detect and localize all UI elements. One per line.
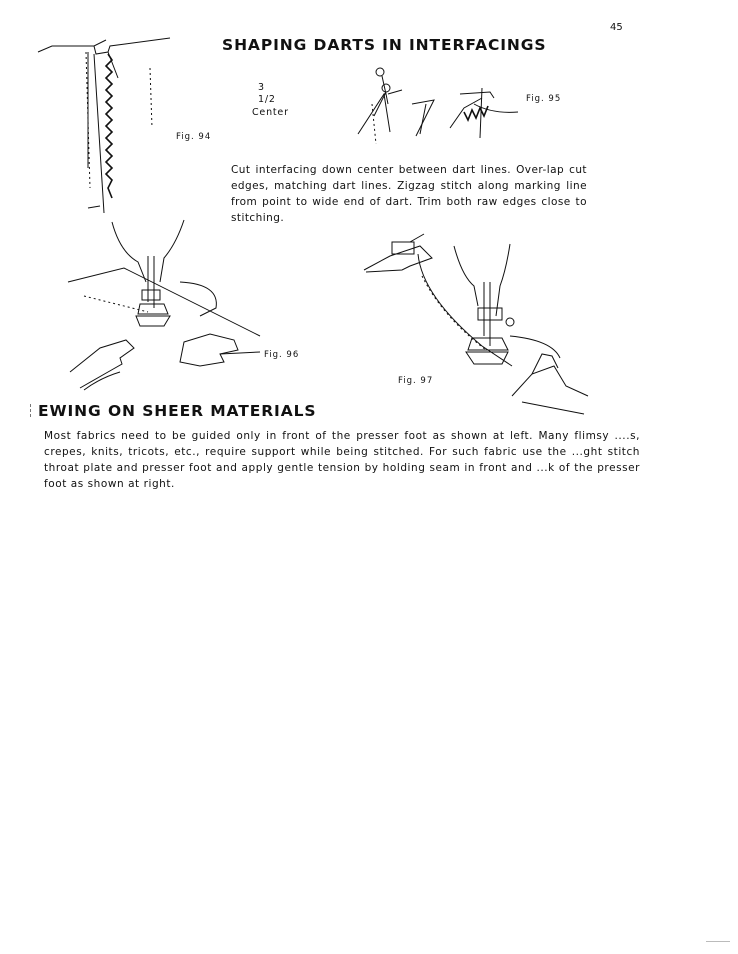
fig-96-caption: Fig. 96 bbox=[264, 350, 300, 360]
fig-95-number: 3 bbox=[258, 82, 265, 93]
darts-paragraph: Cut interfacing down center between dart lines. Over-lap cut edges, matching dart lines. Zigzag stitch along marking line from point to wide end of dart. Trim both raw edges close to stitching. bbox=[231, 164, 587, 224]
fig-97-illustration bbox=[362, 226, 588, 416]
faded-initial-mark bbox=[30, 404, 35, 417]
scan-edge-mark bbox=[706, 941, 730, 942]
fig-96-illustration bbox=[60, 212, 280, 392]
fig-97-caption: Fig. 97 bbox=[398, 376, 434, 386]
page-number: 45 bbox=[610, 22, 623, 33]
fig-94-caption: Fig. 94 bbox=[176, 132, 212, 142]
fig-95-center-label: Center bbox=[252, 107, 289, 118]
section-heading-sheer: EWING ON SHEER MATERIALS bbox=[38, 402, 317, 420]
fig-95-fraction: 1/2 bbox=[258, 94, 276, 105]
fig-94-illustration bbox=[38, 38, 188, 213]
fig-95-caption: Fig. 95 bbox=[526, 94, 562, 104]
section-heading-darts: SHAPING DARTS IN INTERFACINGS bbox=[222, 36, 547, 54]
sheer-paragraph: Most fabrics need to be guided only in front of the presser foot as shown at left. Many flimsy ....s, crepes, knits, tricots, etc., require support while being stitched. For such fabric use the ...ght stitch throat plate and presser foot and apply gentle tension by holding seam in front and ...k of the presser foot as shown at right. bbox=[44, 430, 640, 490]
fig-95-illustration bbox=[342, 64, 532, 154]
